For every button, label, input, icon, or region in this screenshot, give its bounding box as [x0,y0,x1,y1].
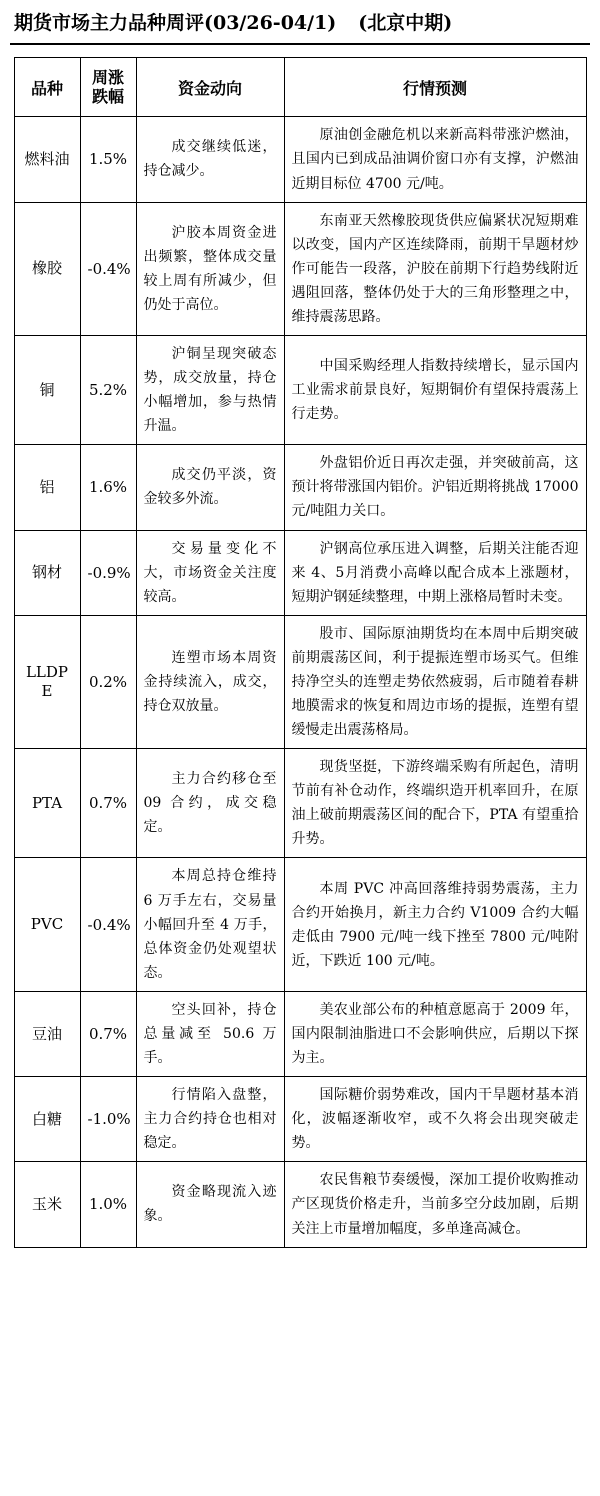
cell-fund-flow: 交易量变化不大，市场资金关注度较高。 [136,530,284,615]
cell-forecast: 东南亚天然橡胶现货供应偏紧状况短期难以改变，国内产区连续降雨，前期干旱题材炒作可能告一段落，沪胶在前期下行趋势线附近遇阻回落，整体仍处于大的三角形整理之中，维持震荡思路。 [284,202,586,335]
table-header-row [14,58,586,117]
cell-change: -1.0% [80,1077,136,1162]
cell-variety: 燃料油 [14,117,80,202]
column-header-variety: 品种 [14,58,80,117]
cell-change: -0.4% [80,858,136,991]
table-row [14,530,586,615]
cell-variety: PTA [14,749,80,858]
cell-change: 0.7% [80,749,136,858]
table-body [14,117,586,1247]
page-title [0,0,600,41]
table-row [14,1077,586,1162]
table-row [14,749,586,858]
table-row [14,202,586,335]
cell-fund-flow: 连塑市场本周资金持续流入，成交，持仓双放量。 [136,615,284,748]
cell-fund-flow: 空头回补，持仓总量减至 50.6 万手。 [136,991,284,1076]
title-divider [10,43,590,45]
cell-change: 1.5% [80,117,136,202]
cell-variety: 钢材 [14,530,80,615]
page-title-source: (北京中期) [358,12,453,34]
cell-forecast: 现货坚挺，下游终端采购有所起色，清明节前有补仓动作，终端织造开机率回升，在原油上破前期震荡区间的配合下，PTA 有望重拾升势。 [284,749,586,858]
futures-review-table [14,57,587,1248]
table-row [14,445,586,530]
cell-forecast: 国际糖价弱势难改，国内干旱题材基本消化，波幅逐渐收窄，或不久将会出现突破走势。 [284,1077,586,1162]
cell-variety: 玉米 [14,1162,80,1247]
cell-variety: 豆油 [14,991,80,1076]
column-header-fund-flow: 资金动向 [136,58,284,117]
cell-forecast: 农民售粮节奏缓慢，深加工提价收购推动产区现货价格走升，当前多空分歧加剧，后期关注上市量增加幅度，多单逢高减仓。 [284,1162,586,1247]
cell-fund-flow: 资金略现流入迹象。 [136,1162,284,1247]
table-row [14,336,586,445]
cell-change: 0.2% [80,615,136,748]
cell-fund-flow: 成交继续低迷，持仓减少。 [136,117,284,202]
column-header-forecast: 行情预测 [284,58,586,117]
cell-fund-flow: 主力合约移仓至 09 合约，成交稳定。 [136,749,284,858]
cell-change: 1.0% [80,1162,136,1247]
cell-variety: 铝 [14,445,80,530]
table-row [14,1162,586,1247]
column-header-change-line2: 跌幅 [91,87,124,107]
cell-forecast: 沪钢高位承压进入调整，后期关注能否迎来 4、5月消费小高峰以配合成本上涨题材，短期沪钢延续整理，中期上涨格局暂时未变。 [284,530,586,615]
table-row [14,117,586,202]
cell-fund-flow: 成交仍平淡，资金较多外流。 [136,445,284,530]
cell-variety: 铜 [14,336,80,445]
cell-fund-flow: 本周总持仓维持 6 万手左右，交易量小幅回升至 4 万手，总体资金仍处观望状态。 [136,858,284,991]
table-row [14,615,586,748]
cell-forecast: 中国采购经理人指数持续增长，显示国内工业需求前景良好，短期铜价有望保持震荡上行走势。 [284,336,586,445]
column-header-change [80,58,136,117]
cell-forecast: 美农业部公布的种植意愿高于 2009 年，国内限制油脂进口不会影响供应，后期以下探为主。 [284,991,586,1076]
cell-forecast: 股市、国际原油期货均在本周中后期突破前期震荡区间，利于提振连塑市场买气。但维持净空头的连塑走势依然疲弱，后市随着春耕地膜需求的恢复和周边市场的提振，连塑有望缓慢走出震荡格局。 [284,615,586,748]
page-title-main: 期货市场主力品种周评(03/26-04/1) [14,12,337,34]
table-row [14,991,586,1076]
cell-forecast: 本周 PVC 冲高回落维持弱势震荡，主力合约开始换月，新主力合约 V1009 合约大幅走低由 7900 元/吨一线下挫至 7800 元/吨附近，下跌近 100 元/吨。 [284,858,586,991]
cell-change: -0.4% [80,202,136,335]
cell-change: -0.9% [80,530,136,615]
column-header-change-line1: 周涨 [91,68,124,87]
cell-variety: 白糖 [14,1077,80,1162]
cell-fund-flow: 行情陷入盘整，主力合约持仓也相对稳定。 [136,1077,284,1162]
cell-variety: LLDPE [14,615,80,748]
cell-forecast: 原油创金融危机以来新高料带涨沪燃油，且国内已到成品油调价窗口亦有支撑，沪燃油近期目标位 4700 元/吨。 [284,117,586,202]
cell-variety: 橡胶 [14,202,80,335]
cell-forecast: 外盘铝价近日再次走强，并突破前高，这预计将带涨国内铝价。沪铝近期将挑战 17000 元/吨阻力关口。 [284,445,586,530]
cell-fund-flow: 沪胶本周资金进出频繁，整体成交量较上周有所减少，但仍处于高位。 [136,202,284,335]
cell-change: 0.7% [80,991,136,1076]
cell-variety: PVC [14,858,80,991]
cell-change: 1.6% [80,445,136,530]
cell-fund-flow: 沪铜呈现突破态势，成交放量，持仓小幅增加，参与热情升温。 [136,336,284,445]
table-row [14,858,586,991]
cell-change: 5.2% [80,336,136,445]
